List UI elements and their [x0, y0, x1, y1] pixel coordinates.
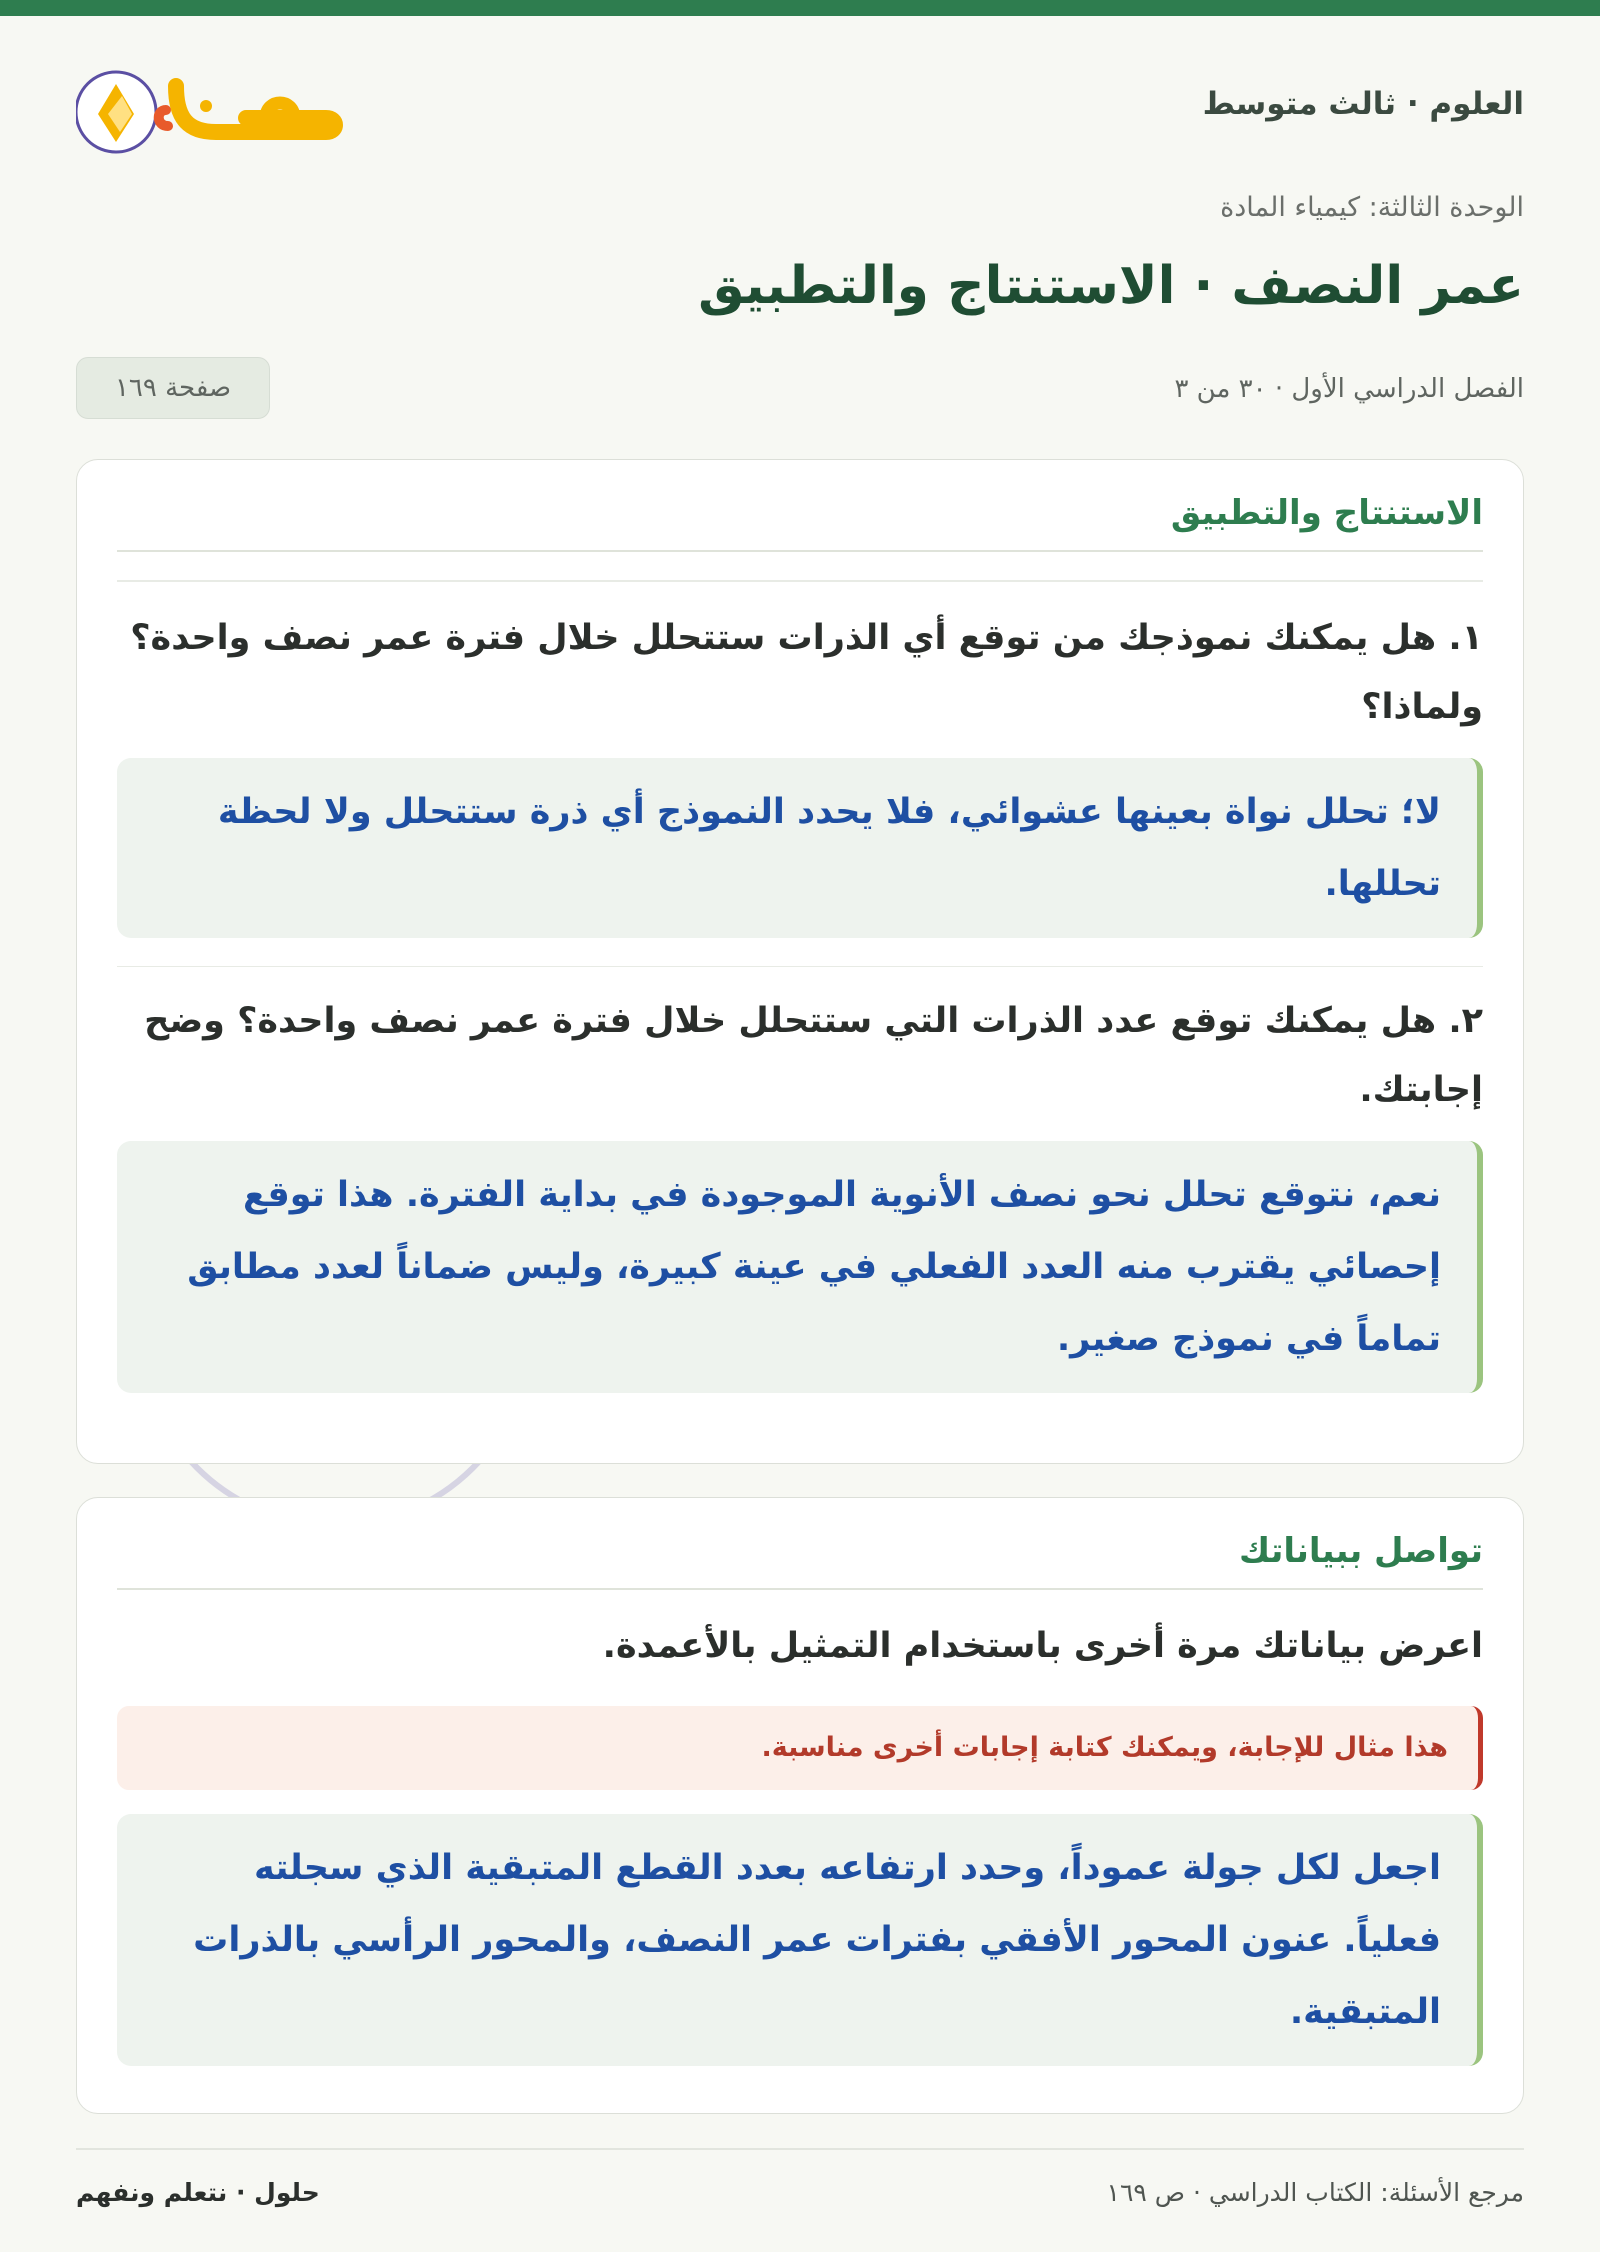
- answer-1: لا؛ تحلل نواة بعينها عشوائي، فلا يحدد النموذج أي ذرة ستتحلل ولا لحظة تحللها.: [117, 758, 1483, 938]
- answer-3: اجعل لكل جولة عموداً، وحدد ارتفاعه بعدد القطع المتبقية الذي سجلته فعلياً. عنون المحور الأفقي بفترات عمر النصف، والمحور الرأسي بالذرات المتبقية.: [117, 1814, 1483, 2066]
- section-title: الاستنتاج والتطبيق: [1170, 493, 1483, 533]
- term-meta: الفصل الدراسي الأول · ٣٠ من ٣: [1174, 374, 1524, 404]
- hulul-logo: [76, 56, 346, 156]
- page-number-badge: صفحة ١٦٩: [76, 357, 270, 419]
- unit-label: الوحدة الثالثة: كيمياء المادة: [1220, 192, 1524, 223]
- sample-answer-note: هذا مثال للإجابة، ويمكنك كتابة إجابات أخرى مناسبة.: [117, 1706, 1483, 1790]
- page-title: عمر النصف · الاستنتاج والتطبيق: [698, 256, 1524, 316]
- deduction-application-card: [76, 459, 1524, 1464]
- answer-2: نعم، نتوقع تحلل نحو نصف الأنوية الموجودة في بداية الفترة. هذا توقع إحصائي يقترب منه العدد الفعلي في عينة كبيرة، وليس ضماناً لعدد مطابق تماماً في نموذج صغير.: [117, 1141, 1483, 1393]
- top-accent-bar: [0, 0, 1600, 16]
- page-header: [76, 56, 1524, 156]
- subject-label: العلوم · ثالث متوسط: [1202, 86, 1524, 122]
- question-2: ٢. هل يمكنك توقع عدد الذرات التي ستتحلل خلال فترة عمر نصف واحدة؟ وضح إجابتك.: [144, 1001, 1483, 1110]
- footer-reference: مرجع الأسئلة: الكتاب الدراسي · ص ١٦٩: [1106, 2178, 1524, 2207]
- footer-divider: [76, 2148, 1524, 2150]
- communicate-data-card: [76, 1497, 1524, 2114]
- question-1: ١. هل يمكنك نموذجك من توقع أي الذرات ستتحلل خلال فترة عمر نصف واحدة؟ ولماذا؟: [130, 617, 1483, 727]
- task-prompt: اعرض بياناتك مرة أخرى باستخدام التمثيل بالأعمدة.: [602, 1626, 1483, 1666]
- section-title: تواصل ببياناتك: [1238, 1531, 1483, 1571]
- footer-brand: حلول · نتعلم ونفهم: [76, 2178, 320, 2207]
